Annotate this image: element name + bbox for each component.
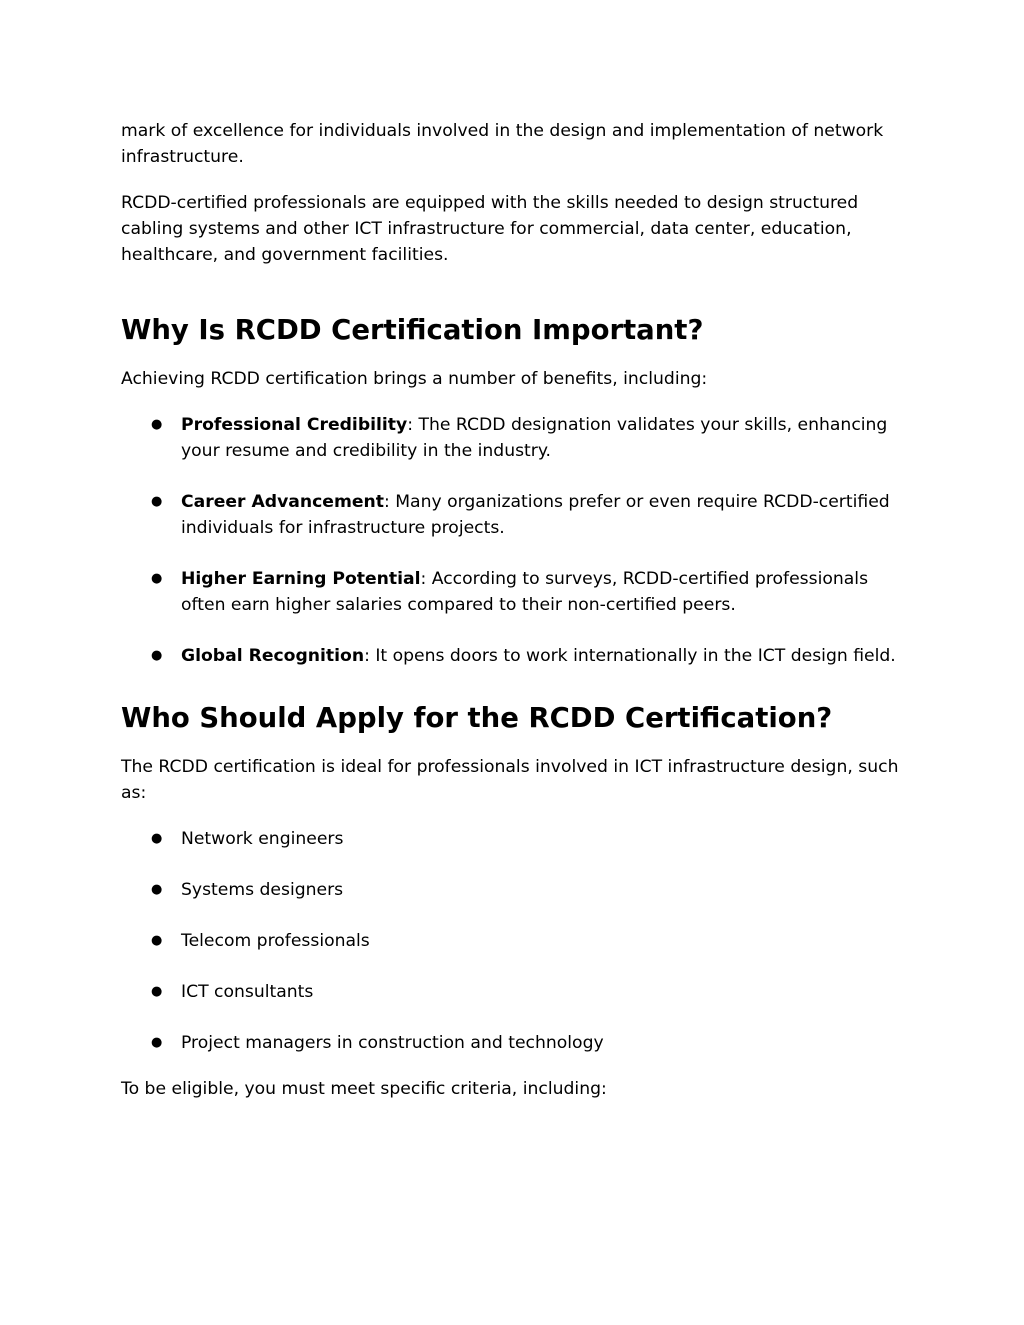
bullet-icon: ●	[151, 571, 163, 586]
role-item	[121, 826, 911, 852]
role-text: Telecom professionals	[181, 931, 370, 951]
benefit-text: : The RCDD designation validates your skills, enhancing your resume and credibility in the industry.	[181, 415, 888, 461]
benefit-item	[121, 489, 911, 541]
role-item	[121, 1030, 911, 1056]
benefit-term: Career Advancement	[181, 492, 384, 512]
benefit-term: Professional Credibility	[181, 415, 408, 435]
roles-list	[121, 826, 911, 1056]
bullet-icon: ●	[151, 494, 163, 509]
intro-paragraph-2: RCDD-certified professionals are equipped with the skills needed to design structured cabling systems and other ICT infrastructure for commercial, data center, education, healthcare, and government facilities.	[121, 193, 859, 265]
benefit-text: : It opens doors to work internationally in the ICT design field.	[364, 646, 896, 666]
benefit-text: : According to surveys, RCDD-certified professionals often earn higher salaries compared to their non-certified peers.	[181, 569, 869, 615]
benefit-term: Higher Earning Potential	[181, 569, 421, 589]
why-lead-paragraph: Achieving RCDD certification brings a number of benefits, including:	[121, 369, 708, 389]
role-item	[121, 877, 911, 903]
bullet-icon: ●	[151, 933, 163, 948]
why-heading: Why Is RCDD Certification Important?	[121, 314, 704, 346]
bullet-icon: ●	[151, 831, 163, 846]
document-page	[121, 118, 911, 1102]
who-lead-paragraph: The RCDD certification is ideal for professionals involved in ICT infrastructure design, such as:	[121, 757, 899, 803]
bullet-icon: ●	[151, 648, 163, 663]
benefits-list	[121, 412, 911, 669]
bullet-icon: ●	[151, 1035, 163, 1050]
benefit-item	[121, 412, 911, 464]
benefit-item	[121, 566, 911, 618]
role-text: Network engineers	[181, 829, 344, 849]
role-item	[121, 979, 911, 1005]
intro-paragraph-1: mark of excellence for individuals involved in the design and implementation of network infrastructure.	[121, 121, 884, 167]
role-text: Project managers in construction and technology	[181, 1033, 604, 1053]
role-text: ICT consultants	[181, 982, 314, 1002]
who-heading: Who Should Apply for the RCDD Certification?	[121, 702, 833, 734]
role-text: Systems designers	[181, 880, 344, 900]
eligibility-paragraph: To be eligible, you must meet specific criteria, including:	[121, 1079, 607, 1099]
bullet-icon: ●	[151, 417, 163, 432]
benefit-item	[121, 643, 911, 669]
bullet-icon: ●	[151, 882, 163, 897]
benefit-text: : Many organizations prefer or even require RCDD-certified individuals for infrastructure projects.	[181, 492, 890, 538]
bullet-icon: ●	[151, 984, 163, 999]
role-item	[121, 928, 911, 954]
benefit-term: Global Recognition	[181, 646, 365, 666]
